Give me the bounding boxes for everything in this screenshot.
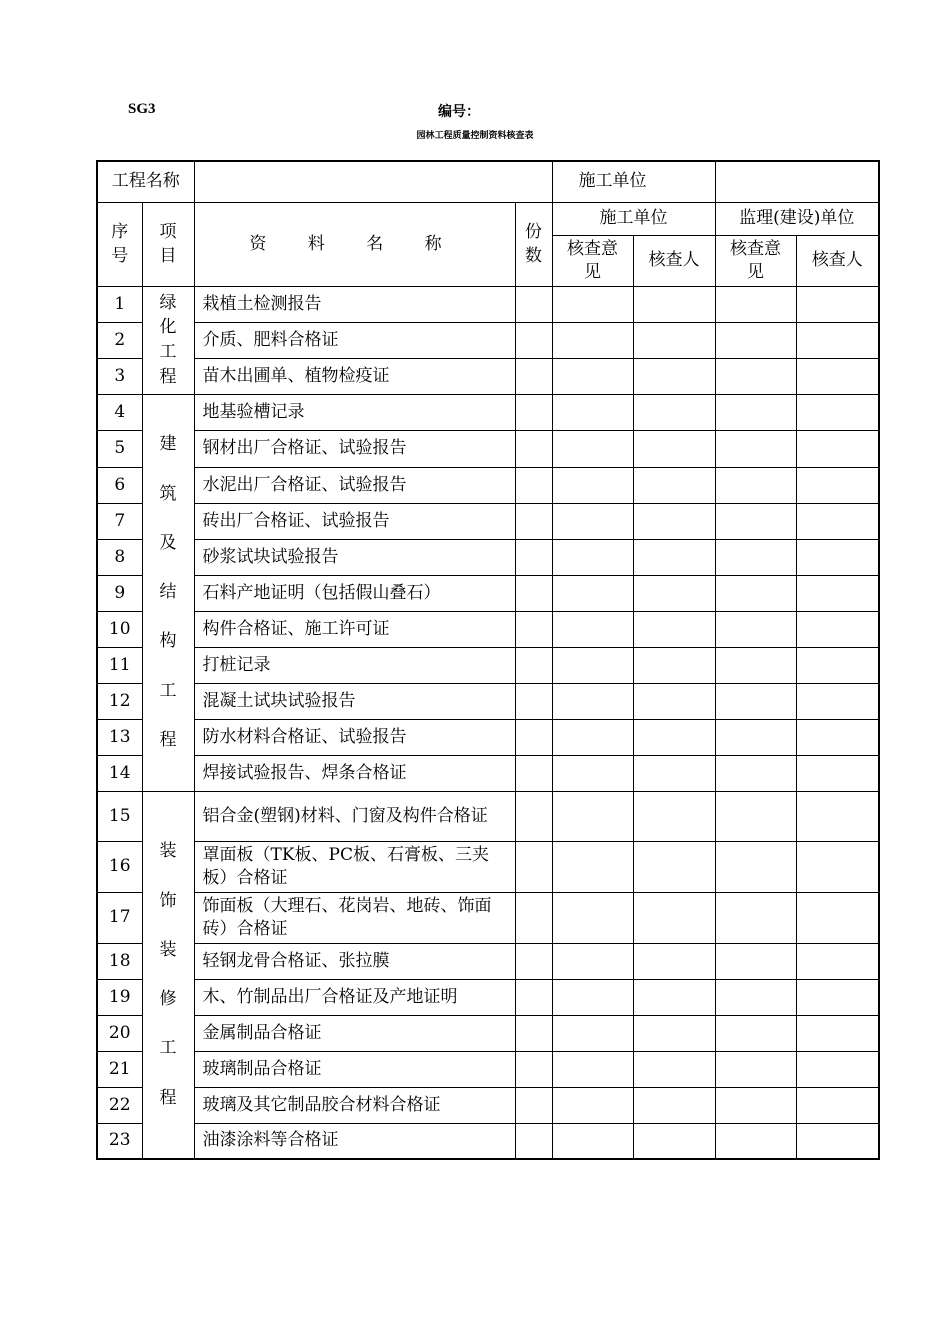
construction-unit-label: 施工单位 [552, 161, 715, 202]
construction-opinion-cell[interactable] [552, 841, 633, 892]
table-row [97, 755, 879, 791]
row-number: 10 [97, 611, 142, 647]
document-name [194, 394, 515, 430]
document-name [194, 1051, 515, 1087]
construction-checker-cell[interactable] [633, 1051, 715, 1087]
supervision-checker-cell[interactable] [796, 539, 879, 575]
document-name [194, 539, 515, 575]
construction-checker-cell[interactable] [633, 683, 715, 719]
document-name [194, 1015, 515, 1051]
copies-cell[interactable] [515, 467, 552, 503]
document-name [194, 611, 515, 647]
table-row [97, 286, 879, 322]
document-name-text: 饰面板（大理石、花岗岩、地砖、饰面砖）合格证 [202, 895, 492, 939]
number-label: 编号： [438, 104, 480, 120]
category-decoration: 装 饰 装 修 工 程 [142, 791, 194, 1159]
construction-opinion-cell[interactable] [552, 539, 633, 575]
supervision-opinion-cell[interactable] [715, 1051, 796, 1087]
supervision-checker-header: 核查人 [796, 235, 879, 286]
col-seq-header: 序 号 [97, 202, 142, 286]
document-name-text: 钢材出厂合格证、试验报告 [202, 438, 407, 458]
document-name [194, 358, 515, 394]
copies-cell[interactable] [515, 943, 552, 979]
copies-cell[interactable] [515, 394, 552, 430]
supervision-checker-cell[interactable] [796, 503, 879, 539]
group-construction-header: 施工单位 [552, 202, 715, 235]
construction-checker-cell[interactable] [633, 430, 715, 467]
project-name-field[interactable] [194, 161, 552, 202]
row-number: 16 [97, 841, 142, 892]
col-copies-header: 份 数 [515, 202, 552, 286]
supervision-checker-cell[interactable] [796, 979, 879, 1015]
document-name [194, 755, 515, 791]
construction-opinion-cell[interactable] [552, 286, 633, 322]
copies-cell[interactable] [515, 539, 552, 575]
copies-cell[interactable] [515, 1051, 552, 1087]
table-row [97, 683, 879, 719]
supervision-checker-cell[interactable] [796, 943, 879, 979]
supervision-checker-cell[interactable] [796, 1123, 879, 1159]
form-title: 园林工程质量控制资料核查表 [416, 131, 534, 141]
supervision-checker-cell[interactable] [796, 430, 879, 467]
group-supervision-header: 监理(建设)单位 [715, 202, 879, 235]
row-number: 12 [97, 683, 142, 719]
copies-cell[interactable] [515, 575, 552, 611]
supervision-opinion-cell[interactable] [715, 430, 796, 467]
supervision-opinion-cell[interactable] [715, 503, 796, 539]
copies-cell[interactable] [515, 979, 552, 1015]
construction-opinion-cell[interactable] [552, 791, 633, 841]
row-number: 18 [97, 943, 142, 979]
copies-cell[interactable] [515, 791, 552, 841]
construction-opinion-cell[interactable] [552, 892, 633, 943]
copies-cell[interactable] [515, 286, 552, 322]
supervision-checker-cell[interactable] [796, 1015, 879, 1051]
table-row [97, 394, 879, 430]
supervision-checker-cell[interactable] [796, 892, 879, 943]
document-name [194, 892, 515, 943]
construction-opinion-cell[interactable] [552, 358, 633, 394]
supervision-opinion-cell[interactable] [715, 1087, 796, 1123]
copies-cell[interactable] [515, 841, 552, 892]
row-number: 22 [97, 1087, 142, 1123]
supervision-checker-cell[interactable] [796, 358, 879, 394]
construction-checker-cell[interactable] [633, 358, 715, 394]
supervision-opinion-cell[interactable] [715, 683, 796, 719]
construction-opinion-cell[interactable] [552, 1051, 633, 1087]
supervision-opinion-cell[interactable] [715, 358, 796, 394]
construction-checker-cell[interactable] [633, 503, 715, 539]
document-name-text: 打桩记录 [202, 654, 271, 675]
construction-checker-cell[interactable] [633, 943, 715, 979]
row-number: 6 [97, 467, 142, 503]
document-name [194, 943, 515, 979]
construction-opinion-cell[interactable] [552, 979, 633, 1015]
table-row [97, 943, 879, 979]
row-number: 9 [97, 575, 142, 611]
construction-checker-cell[interactable] [633, 979, 715, 1015]
copies-cell[interactable] [515, 1123, 552, 1159]
construction-checker-header: 核查人 [633, 235, 715, 286]
table-row [97, 979, 879, 1015]
document-name [194, 503, 515, 539]
table-row [97, 892, 879, 943]
row-number: 2 [97, 322, 142, 358]
construction-checker-cell[interactable] [633, 539, 715, 575]
document-name [194, 791, 515, 841]
supervision-checker-cell[interactable] [796, 755, 879, 791]
document-name [194, 322, 515, 358]
document-name [194, 430, 515, 467]
supervision-opinion-cell[interactable] [715, 575, 796, 611]
supervision-opinion-cell[interactable] [715, 1015, 796, 1051]
supervision-checker-cell[interactable] [796, 683, 879, 719]
construction-opinion-cell[interactable] [552, 611, 633, 647]
row-number: 14 [97, 755, 142, 791]
document-name [194, 286, 515, 322]
copies-cell[interactable] [515, 892, 552, 943]
supervision-opinion-cell[interactable] [715, 841, 796, 892]
supervision-checker-cell[interactable] [796, 286, 879, 322]
document-name-text: 石料产地证明（包括假山叠石） [202, 582, 441, 603]
row-number: 8 [97, 539, 142, 575]
table-row [97, 503, 879, 539]
copies-cell[interactable] [515, 503, 552, 539]
table-row [97, 539, 879, 575]
row-number: 13 [97, 719, 142, 755]
copies-cell[interactable] [515, 719, 552, 755]
table-row [97, 1123, 879, 1159]
construction-checker-cell[interactable] [633, 892, 715, 943]
document-name [194, 979, 515, 1015]
document-name-text: 介质、肥料合格证 [202, 329, 339, 350]
table-row [97, 719, 879, 755]
table-row [97, 322, 879, 358]
row-number: 15 [97, 791, 142, 841]
table-row [97, 1087, 879, 1123]
document-name-text: 地基验槽记录 [202, 401, 305, 422]
document-name-text: 木、竹制品出厂合格证及产地证明 [202, 986, 458, 1007]
supervision-opinion-cell[interactable] [715, 791, 796, 841]
construction-opinion-cell[interactable] [552, 467, 633, 503]
construction-opinion-cell[interactable] [552, 683, 633, 719]
copies-cell[interactable] [515, 430, 552, 467]
construction-checker-cell[interactable] [633, 286, 715, 322]
table-row [97, 1015, 879, 1051]
construction-opinion-cell[interactable] [552, 503, 633, 539]
row-number: 21 [97, 1051, 142, 1087]
row-number: 3 [97, 358, 142, 394]
construction-checker-cell[interactable] [633, 647, 715, 683]
supervision-checker-cell[interactable] [796, 611, 879, 647]
row-number: 1 [97, 286, 142, 322]
supervision-checker-cell[interactable] [796, 467, 879, 503]
construction-unit-field[interactable] [715, 161, 879, 202]
copies-cell[interactable] [515, 611, 552, 647]
construction-checker-cell[interactable] [633, 1087, 715, 1123]
supervision-opinion-cell[interactable] [715, 719, 796, 755]
document-name-text: 轻钢龙骨合格证、张拉膜 [202, 950, 390, 971]
supervision-opinion-cell[interactable] [715, 892, 796, 943]
copies-cell[interactable] [515, 358, 552, 394]
construction-opinion-cell[interactable] [552, 719, 633, 755]
construction-opinion-cell[interactable] [552, 1087, 633, 1123]
document-name-text: 玻璃制品合格证 [202, 1058, 322, 1079]
supervision-opinion-cell[interactable] [715, 611, 796, 647]
construction-opinion-cell[interactable] [552, 575, 633, 611]
supervision-checker-cell[interactable] [796, 575, 879, 611]
supervision-opinion-cell[interactable] [715, 467, 796, 503]
document-name-text: 焊接试验报告、焊条合格证 [202, 762, 407, 783]
construction-checker-cell[interactable] [633, 394, 715, 430]
document-name-text: 构件合格证、施工许可证 [202, 618, 390, 639]
table-row [97, 647, 879, 683]
document-name [194, 1087, 515, 1123]
construction-checker-cell[interactable] [633, 611, 715, 647]
construction-checker-cell[interactable] [633, 1123, 715, 1159]
construction-opinion-cell[interactable] [552, 1015, 633, 1051]
document-name [194, 719, 515, 755]
supervision-checker-cell[interactable] [796, 647, 879, 683]
document-name [194, 841, 515, 892]
document-name-text: 水泥出厂合格证、试验报告 [202, 474, 407, 495]
construction-checker-cell[interactable] [633, 755, 715, 791]
row-number: 7 [97, 503, 142, 539]
supervision-check-opinion-header: 核查意 见 [715, 235, 796, 286]
construction-opinion-cell[interactable] [552, 322, 633, 358]
header-row-1 [97, 202, 879, 235]
supervision-opinion-cell[interactable] [715, 943, 796, 979]
copies-cell[interactable] [515, 322, 552, 358]
copies-cell[interactable] [515, 647, 552, 683]
supervision-checker-cell[interactable] [796, 322, 879, 358]
row-number: 17 [97, 892, 142, 943]
document-name-text: 砖出厂合格证、试验报告 [202, 510, 390, 531]
document-name-text: 油漆涂料等合格证 [202, 1130, 339, 1151]
table-row [97, 430, 879, 467]
supervision-opinion-cell[interactable] [715, 539, 796, 575]
document-name-text: 栽植土检测报告 [202, 293, 322, 314]
document-name [194, 467, 515, 503]
construction-check-opinion-header: 核查意 见 [552, 235, 633, 286]
document-name-text: 苗木出圃单、植物检疫证 [202, 365, 390, 386]
construction-opinion-cell[interactable] [552, 647, 633, 683]
construction-opinion-cell[interactable] [552, 394, 633, 430]
row-number: 5 [97, 430, 142, 467]
supervision-opinion-cell[interactable] [715, 979, 796, 1015]
document-name-text: 玻璃及其它制品胶合材料合格证 [202, 1094, 441, 1115]
construction-checker-cell[interactable] [633, 791, 715, 841]
document-name [194, 1123, 515, 1159]
copies-cell[interactable] [515, 683, 552, 719]
construction-checker-cell[interactable] [633, 1015, 715, 1051]
table-row [97, 611, 879, 647]
construction-opinion-cell[interactable] [552, 943, 633, 979]
form-code: SG3 [128, 101, 156, 117]
category-building: 建 筑 及 结 构 工 程 [142, 394, 194, 791]
supervision-checker-cell[interactable] [796, 791, 879, 841]
project-name-label: 工程名称 [97, 161, 194, 202]
construction-checker-cell[interactable] [633, 467, 715, 503]
supervision-checker-cell[interactable] [796, 841, 879, 892]
row-number: 20 [97, 1015, 142, 1051]
table-row [97, 467, 879, 503]
supervision-checker-cell[interactable] [796, 1087, 879, 1123]
construction-opinion-cell[interactable] [552, 430, 633, 467]
copies-cell[interactable] [515, 1015, 552, 1051]
supervision-checker-cell[interactable] [796, 719, 879, 755]
construction-checker-cell[interactable] [633, 719, 715, 755]
copies-cell[interactable] [515, 755, 552, 791]
col-item-header: 项 目 [142, 202, 194, 286]
document-name-text: 混凝土试块试验报告 [202, 690, 356, 711]
table-row [97, 1051, 879, 1087]
project-info-row [97, 161, 879, 202]
document-name-text: 罩面板（TK板、PC板、石膏板、三夹板）合格证 [202, 844, 489, 888]
category-greening: 绿 化 工 程 [142, 286, 194, 394]
quality-control-checklist-table [96, 160, 880, 1160]
table-row [97, 575, 879, 611]
document-name [194, 647, 515, 683]
table-row [97, 791, 879, 841]
table-row [97, 358, 879, 394]
supervision-checker-cell[interactable] [796, 394, 879, 430]
copies-cell[interactable] [515, 1087, 552, 1123]
document-name [194, 575, 515, 611]
supervision-opinion-cell[interactable] [715, 394, 796, 430]
supervision-opinion-cell[interactable] [715, 286, 796, 322]
supervision-opinion-cell[interactable] [715, 322, 796, 358]
document-name [194, 683, 515, 719]
col-doc-name-header: 资 料 名 称 [194, 202, 515, 286]
construction-checker-cell[interactable] [633, 575, 715, 611]
construction-checker-cell[interactable] [633, 841, 715, 892]
document-name-text: 砂浆试块试验报告 [202, 546, 339, 567]
supervision-opinion-cell[interactable] [715, 1123, 796, 1159]
supervision-checker-cell[interactable] [796, 1051, 879, 1087]
construction-opinion-cell[interactable] [552, 755, 633, 791]
row-number: 23 [97, 1123, 142, 1159]
document-name-text: 铝合金(塑钢)材料、门窗及构件合格证 [202, 805, 488, 826]
supervision-opinion-cell[interactable] [715, 755, 796, 791]
construction-opinion-cell[interactable] [552, 1123, 633, 1159]
document-name-text: 防水材料合格证、试验报告 [202, 726, 407, 747]
construction-checker-cell[interactable] [633, 322, 715, 358]
supervision-opinion-cell[interactable] [715, 647, 796, 683]
row-number: 4 [97, 394, 142, 430]
document-name-text: 金属制品合格证 [202, 1022, 322, 1043]
table-row [97, 841, 879, 892]
row-number: 11 [97, 647, 142, 683]
row-number: 19 [97, 979, 142, 1015]
